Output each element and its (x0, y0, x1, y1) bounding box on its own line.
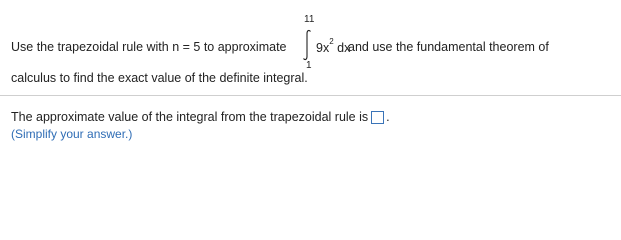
integrand-differential: dx (337, 41, 351, 56)
integral-sign-icon (302, 29, 312, 61)
integrand-exponent: 2 (329, 37, 334, 46)
integral-lower-limit: 1 (306, 60, 312, 71)
answer-input[interactable] (371, 111, 384, 124)
integral-upper-limit: 11 (304, 14, 315, 25)
integrand (316, 37, 351, 56)
question-text-suffix: and use the fundamental theorem of (348, 40, 549, 54)
integrand-coefficient: 9x (316, 41, 330, 56)
question-text-prefix: Use the trapezoidal rule with n = 5 to approximate (11, 40, 287, 54)
answer-hint: (Simplify your answer.) (11, 127, 133, 141)
question-block (0, 0, 621, 92)
section-divider (0, 95, 621, 96)
answer-line (11, 110, 390, 124)
answer-prompt: The approximate value of the integral from the trapezoidal rule is (11, 110, 369, 124)
answer-period: . (386, 110, 390, 124)
question-text-line2: calculus to find the exact value of the definite integral. (11, 71, 308, 85)
